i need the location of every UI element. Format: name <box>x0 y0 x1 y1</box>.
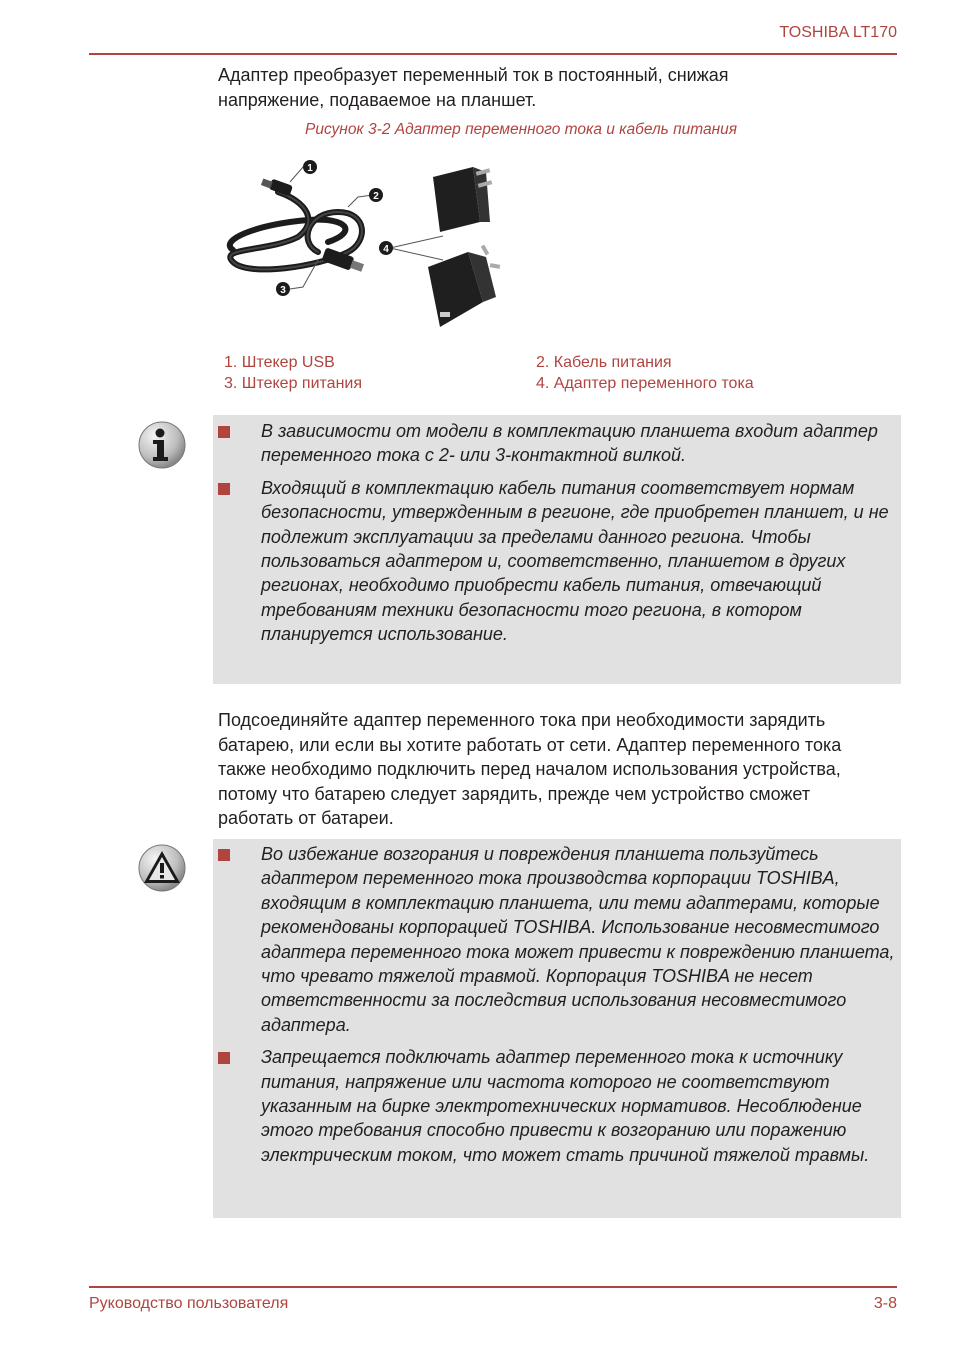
adapter-three-pin <box>428 245 500 327</box>
intro-line-1: Адаптер преобразует переменный ток в постоянный, снижая <box>218 65 729 85</box>
footer-rule <box>89 1286 897 1288</box>
figure-caption: Рисунок 3-2 Адаптер переменного тока и кабель питания <box>305 121 738 138</box>
info-note-item <box>213 419 901 468</box>
info-note-text: Входящий в комплектацию кабель питания соответствует нормам безопасности, утвержденным в регионе, где приобретен планшет, и не подлежит эксплуатации за пределами данного региона. Чтобы пользоваться адаптером и, соответственно, планшетом в других регионах, необходимо приобрести кабель питания, отвечающий требованиям техники безопасности того региона, в котором планируется использование. <box>261 477 889 645</box>
info-note-text: В зависимости от модели в комплектацию планшета входит адаптер переменного тока с 2- или 3-контактной вилкой. <box>261 421 878 466</box>
header-rule <box>89 53 897 55</box>
footer-title: Руководство пользователя <box>89 1295 289 1312</box>
header-title: TOSHIBA LT170 <box>779 24 897 41</box>
intro-paragraph <box>218 63 878 112</box>
callout-3 <box>276 282 290 296</box>
legend-item-usb-plug: 1. Штекер USB <box>224 354 335 371</box>
body-paragraph: Подсоединяйте адаптер переменного тока при необходимости зарядить батарею, или если вы хотите работать от сети. Адаптер переменного тока также необходимо подключить перед началом использования устройства, потому что батарею следует зарядить, прежде чем устройство сможет работать от батареи. <box>218 710 842 828</box>
bullet-square <box>218 483 230 495</box>
callout-1 <box>303 160 317 174</box>
callout-1-label: 1 <box>307 163 313 174</box>
info-icon <box>137 420 187 470</box>
warning-note-item <box>213 842 901 1037</box>
warning-note <box>213 839 901 1218</box>
legend-item-power-plug: 3. Штекер питания <box>224 375 363 392</box>
adapter-two-pin <box>433 167 492 232</box>
adapter-cable-figure <box>218 152 518 338</box>
info-note <box>213 415 901 684</box>
bullet-square <box>218 426 230 438</box>
callout-4-label: 4 <box>383 244 389 255</box>
warning-icon <box>137 843 187 893</box>
intro-line-2: напряжение, подаваемое на планшет. <box>218 89 537 110</box>
warning-note-text: Во избежание возгорания и повреждения планшета пользуйтесь адаптером переменного тока производства корпорации TOSHIBA, входящим в комплектацию планшета, или теми адаптерами, которые рекомендованы корпорацией TOSHIBA. Использование несовместимого адаптера переменного тока может привести к повреждению планшета, что чревато тяжелой травмой. Корпорация TOSHIBA не несет ответственности за последствия использования несовместимого адаптера. <box>261 844 895 1035</box>
callout-2 <box>369 188 383 202</box>
page-number: 3-8 <box>873 1295 897 1312</box>
legend-item-power-cable: 2. Кабель питания <box>536 354 672 371</box>
legend-item-adapter: 4. Адаптер переменного тока <box>536 375 754 392</box>
callout-4 <box>379 241 393 255</box>
warning-note-text: Запрещается подключать адаптер переменного тока к источнику питания, напряжение или частота которого не соответствуют указанным на бирке электротехнических нормативов. Несоблюдение этого требования способно привести к возгоранию или поражению электрическим током, что может стать причиной тяжелой травмы. <box>261 1047 870 1165</box>
bullet-square <box>218 849 230 861</box>
callout-2-label: 2 <box>373 191 379 202</box>
callout-3-label: 3 <box>280 285 286 296</box>
bullet-square <box>218 1052 230 1064</box>
warning-note-item <box>213 1045 901 1167</box>
info-note-item <box>213 476 901 647</box>
